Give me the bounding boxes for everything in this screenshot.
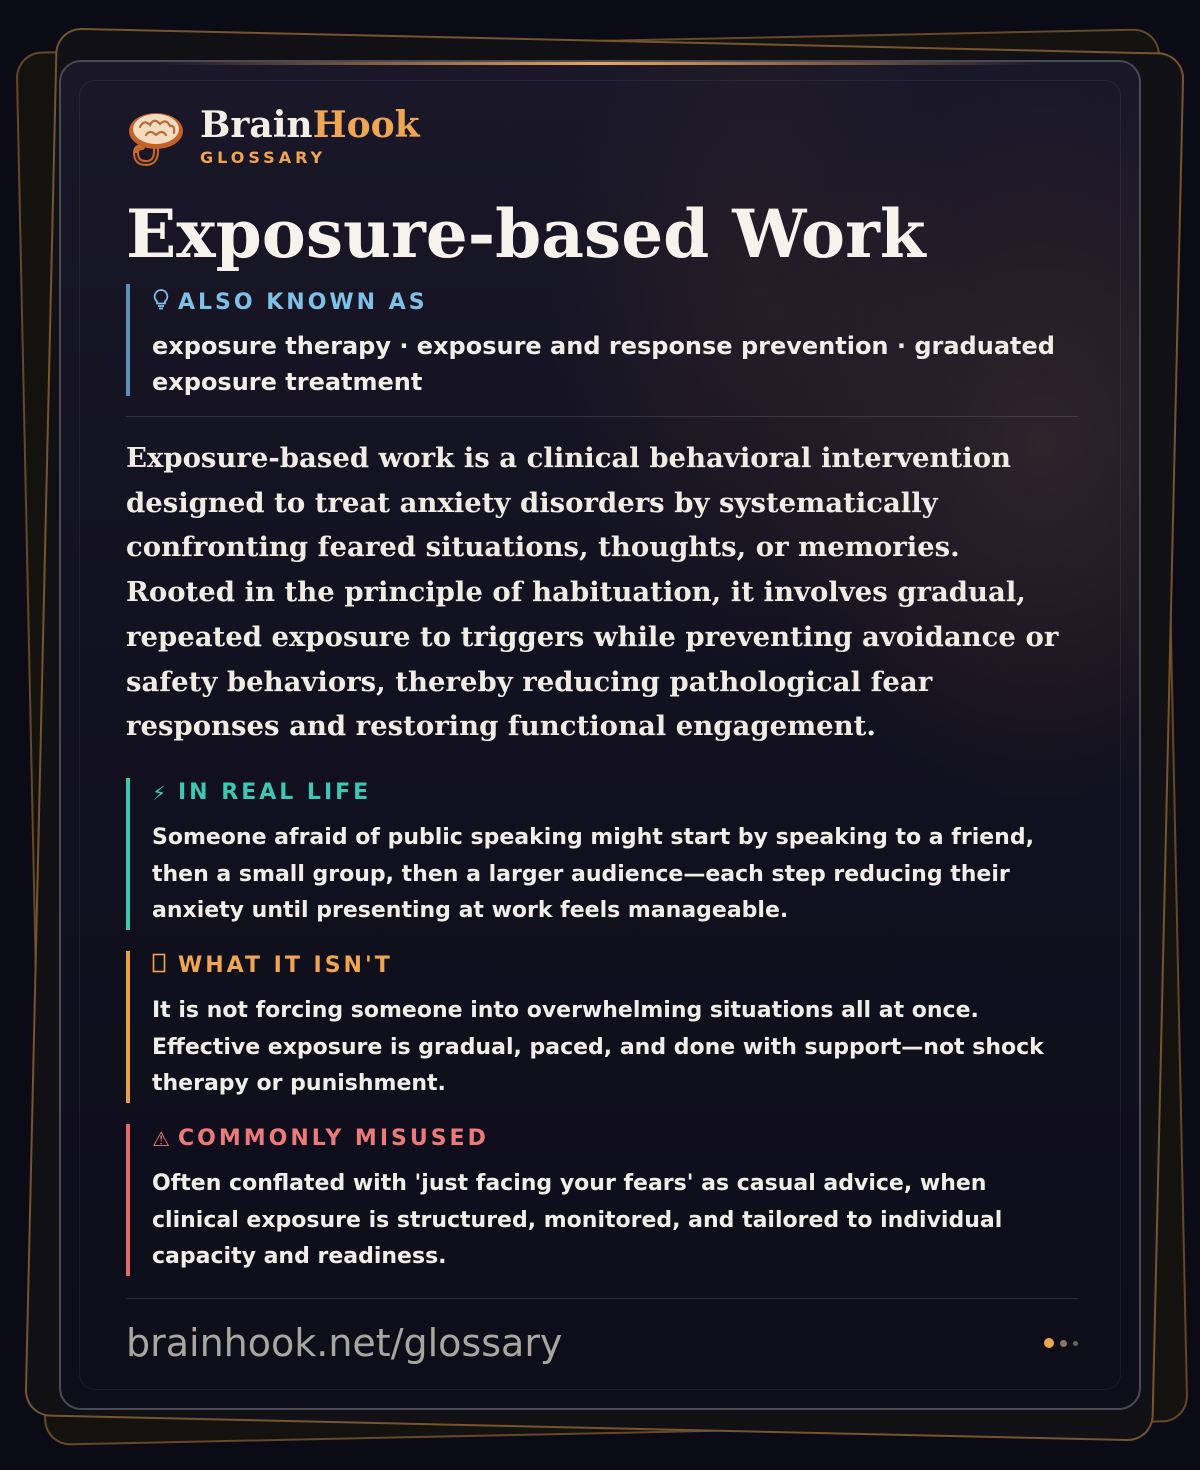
- brand-name-hook: Hook: [312, 104, 420, 146]
- in-real-life-text: Someone afraid of public speaking might start by speaking to a friend, then a small group, then a larger audience—each step reducing their anxiety until presenting at work feels manageable.: [152, 825, 1034, 924]
- pagination-dot-active: [1044, 1338, 1054, 1348]
- lightning-icon: ⚡: [152, 781, 167, 805]
- term-title: Exposure-based Work: [126, 195, 926, 273]
- in-real-life-heading: [152, 778, 1078, 808]
- warning-icon: ⚠: [152, 1127, 170, 1151]
- commonly-misused-label: COMMONLY MISUSED: [178, 1126, 489, 1151]
- also-known-as-list: exposure therapy · exposure and response prevention · graduated exposure treatment: [152, 332, 1055, 396]
- pagination-dot: [1060, 1340, 1067, 1347]
- section-divider: [126, 416, 1078, 417]
- in-real-life-label: IN REAL LIFE: [178, 780, 372, 805]
- what-it-isnt-label: WHAT IT ISN'T: [178, 953, 393, 978]
- commonly-misused-heading: [152, 1124, 1078, 1154]
- lightbulb-icon: [152, 288, 178, 318]
- missing-glyph-icon: [152, 951, 178, 981]
- also-known-as-section: [126, 284, 1078, 396]
- callout-what-it-isnt: [126, 951, 1078, 1103]
- callout-commonly-misused: [126, 1124, 1078, 1276]
- footer-divider: [126, 1298, 1078, 1299]
- brand-subtitle: GLOSSARY: [200, 148, 327, 167]
- what-it-isnt-text: It is not forcing someone into overwhelming situations all at once. Effective exposure is gradual, paced, and done with support—not shock therapy or punishment.: [152, 998, 1044, 1097]
- brand-name: [200, 106, 420, 144]
- glossary-card: [59, 60, 1141, 1410]
- footer-url[interactable]: brainhook.net/glossary: [126, 1321, 563, 1365]
- term-definition: Exposure-based work is a clinical behavioral intervention designed to treat anxiety disorders by systematically confronting feared situations, thoughts, or memories. Rooted in the principle of habituation, it involves gradual, repeated exposure to triggers while preventing avoidance or safety behaviors, thereby reducing pathological fear responses and restoring functional engagement.: [126, 442, 1059, 743]
- callout-in-real-life: [126, 778, 1078, 930]
- brain-hook-logo-icon: [126, 107, 186, 167]
- pagination-dot: [1073, 1341, 1078, 1346]
- also-known-as-heading: [152, 288, 1078, 318]
- brand-name-brain: Brain: [200, 104, 313, 146]
- brand-header: [126, 106, 420, 167]
- commonly-misused-text: Often conflated with 'just facing your fears' as casual advice, when clinical exposure is structured, monitored, and tailored to individual capacity and readiness.: [152, 1171, 1003, 1270]
- also-known-as-label: ALSO KNOWN AS: [178, 290, 428, 315]
- pagination-dots: [1044, 1338, 1078, 1348]
- what-it-isnt-heading: [152, 951, 1078, 981]
